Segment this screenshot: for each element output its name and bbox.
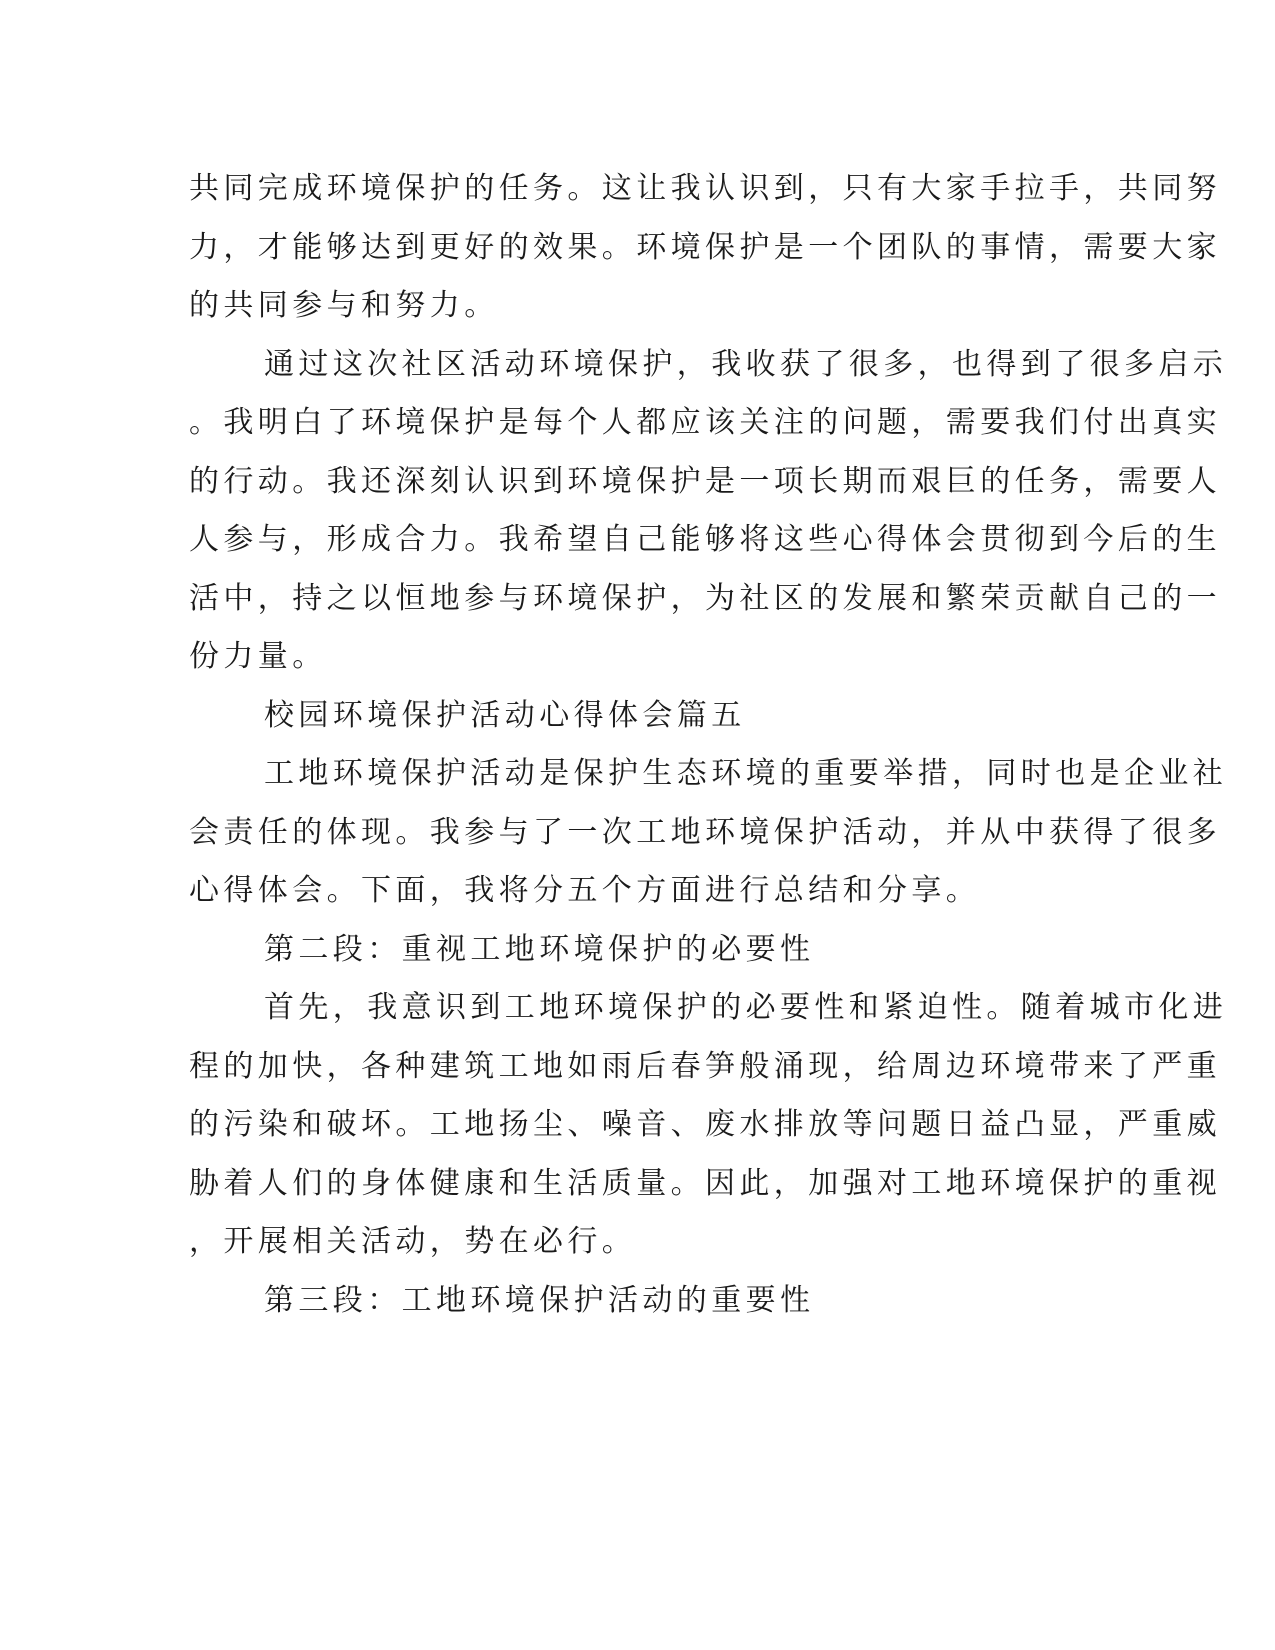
paragraph-teamwork xyxy=(189,160,1221,336)
text-line: 共同完成环境保护的任务。这让我认识到，只有大家手拉手，共同努 xyxy=(189,171,1221,206)
section-heading-paragraph-two: 第二段：重视工地环境保护的必要性 xyxy=(264,931,815,967)
text-line: 程的加快，各种建筑工地如雨后春笋般涌现，给周边环境带来了严重 xyxy=(189,1048,1221,1084)
text-line: 工地环境保护活动是保护生态环境的重要举措，同时也是企业社 xyxy=(264,756,1228,791)
text-line: 的行动。我还深刻认识到环境保护是一项长期而艰巨的任务，需要人 xyxy=(189,463,1221,499)
paragraph-worksite-intro xyxy=(189,745,1228,921)
section-heading-part-five: 校园环境保护活动心得体会篇五 xyxy=(264,697,746,733)
section-heading-paragraph-three: 第三段：工地环境保护活动的重要性 xyxy=(264,1282,815,1318)
text-line: 。我明白了环境保护是每个人都应该关注的问题，需要我们付出真实 xyxy=(189,405,1221,440)
text-line: 力，才能够达到更好的效果。环境保护是一个团队的事情，需要大家 xyxy=(189,229,1221,265)
text-line: 首先，我意识到工地环境保护的必要性和紧迫性。随着城市化进 xyxy=(264,990,1228,1025)
text-line: 会责任的体现。我参与了一次工地环境保护活动，并从中获得了很多 xyxy=(189,814,1221,850)
text-line: 心得体会。下面，我将分五个方面进行总结和分享。 xyxy=(189,873,981,908)
text-line: 的污染和破坏。工地扬尘、噪音、废水排放等问题日益凸显，严重威 xyxy=(189,1107,1221,1142)
text-line: 胁着人们的身体健康和生活质量。因此，加强对工地环境保护的重视 xyxy=(189,1165,1221,1201)
text-line: ，开展相关活动，势在必行。 xyxy=(189,1224,637,1259)
text-line: 活中，持之以恒地参与环境保护，为社区的发展和繁荣贡献自己的一 xyxy=(189,580,1221,616)
text-line: 通过这次社区活动环境保护，我收获了很多，也得到了很多启示 xyxy=(264,346,1228,382)
text-line: 份力量。 xyxy=(189,639,327,674)
text-line: 的共同参与和努力。 xyxy=(189,288,499,323)
paragraph-community-summary xyxy=(189,336,1228,687)
paragraph-necessity xyxy=(189,979,1228,1272)
text-line: 人参与，形成合力。我希望自己能够将这些心得体会贯彻到今后的生 xyxy=(189,522,1221,557)
document-body xyxy=(189,160,1228,1330)
